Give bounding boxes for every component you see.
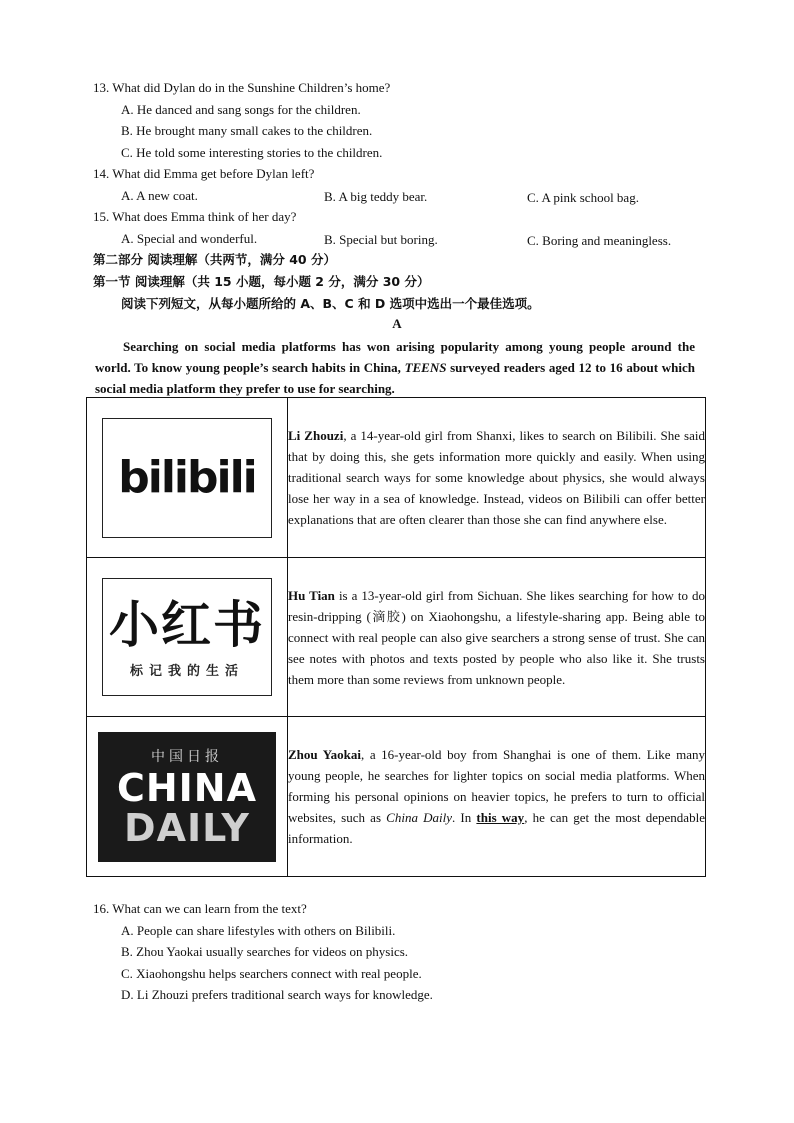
china-daily-italic: China Daily (386, 810, 452, 825)
question-14-option-c: C. A pink school bag. (527, 190, 639, 205)
li-zhouzi-description (288, 398, 706, 558)
passage-intro (95, 336, 695, 399)
question-15-option-b: B. Special but boring. (324, 232, 438, 247)
question-14-stem: 14. What did Emma get before Dylan left? (93, 166, 315, 181)
intro-text-after: surveyed readers aged 12 to 16 about which social media platform they prefer to use for searching. (95, 360, 695, 396)
china-daily-logo-chinese: 中国日报 (151, 748, 223, 765)
table-row (87, 398, 706, 558)
question-16-option-a: A. People can share lifestyles with others on Bilibili. (121, 923, 396, 938)
xiaohongshu-logo-slogan: 标记我的生活 (129, 663, 244, 679)
question-16-option-c: C. Xiaohongshu helps searchers connect with real people. (121, 966, 422, 981)
xiaohongshu-logo-main: 小红书 (109, 595, 265, 654)
xiaohongshu-logo-cell (87, 558, 288, 717)
person-name: Hu Tian (288, 587, 335, 603)
zhou-yaokai-description (288, 717, 706, 877)
question-13-option-c: C. He told some interesting stories to the children. (121, 145, 383, 160)
teens-magazine: TEENS (404, 360, 447, 375)
question-16-option-b: B. Zhou Yaokai usually searches for videos on physics. (121, 944, 409, 959)
passage-label: A (392, 316, 402, 331)
person-text: , a 14-year-old girl from Shanxi, likes to search on Bilibili. She said that by doing this, she gets information more quickly and easily. When using traditional search ways for some knowledge about physics, she would always lose her way in a sea of knowledge. Instead, videos on Bilibili can offer better explanations that are often clearer than those she can find anywhere else. (288, 428, 705, 527)
person-text: is a 13-year-old girl from Sichuan. She likes searching for how to do resin-dripping (滴胶) on Xiaohongshu, a lifestyle-sharing app. Being able to connect with real people can also give searchers a strong sense of trust. She can see notes with photos and texts posted by people who also like it. She trusts them more than some reviews from unknown people. (288, 587, 706, 687)
section-one-heading: 第一节 阅读理解（共 15 小题，每小题 2 分，满分 30 分） (93, 274, 430, 289)
part-two-heading: 第二部分 阅读理解（共两节，满分 40 分） (93, 252, 336, 267)
question-14-option-a: A. A new coat. (121, 188, 198, 203)
china-daily-logo-china: CHINA (116, 765, 258, 810)
table-row (87, 717, 706, 877)
person-name: Zhou Yaokai (288, 747, 362, 762)
this-way-underlined: this way (476, 810, 525, 825)
question-16-stem: 16. What can we can learn from the text? (93, 901, 307, 916)
question-15-stem: 15. What does Emma think of her day? (93, 209, 297, 224)
reading-instruction: 阅读下列短文，从每小题所给的 A、B、C 和 D 选项中选出一个最佳选项。 (121, 296, 540, 311)
table-row (87, 558, 706, 717)
survey-table (86, 397, 706, 877)
question-13-option-b: B. He brought many small cakes to the children. (121, 123, 373, 138)
intro-text-before: Searching on social media platforms has won arising popularity among young people around the world. To know young people’s search habits in China, (95, 339, 695, 375)
question-15-option-c: C. Boring and meaningless. (527, 233, 672, 248)
question-13-stem: 13. What did Dylan do in the Sunshine Children’s home? (93, 80, 391, 95)
bilibili-logo-cell (87, 398, 288, 558)
question-14-option-b: B. A big teddy bear. (324, 189, 428, 204)
person-name: Li Zhouzi (288, 428, 344, 443)
xiaohongshu-logo (102, 578, 272, 696)
bilibili-logo: bilibili (102, 418, 272, 538)
china-daily-logo (98, 732, 276, 862)
china-daily-logo-cell (87, 717, 288, 877)
question-13-option-a: A. He danced and sang songs for the children. (121, 102, 361, 117)
question-16-option-d: D. Li Zhouzi prefers traditional search ways for knowledge. (121, 987, 433, 1002)
person-text-c: , he can get the most dependable information. (288, 810, 705, 846)
person-text-a: , a 16-year-old boy from Shanghai is one of them. Like many young people, he searches for lighter topics on social media platforms. When forming his personal opinions on heavier topics, he prefers to turn to official websites, such as (288, 747, 706, 825)
question-15-option-a: A. Special and wonderful. (121, 231, 258, 246)
hu-tian-description (288, 558, 706, 717)
china-daily-logo-daily: DAILY (124, 805, 250, 850)
person-text-b: . In (452, 810, 477, 825)
